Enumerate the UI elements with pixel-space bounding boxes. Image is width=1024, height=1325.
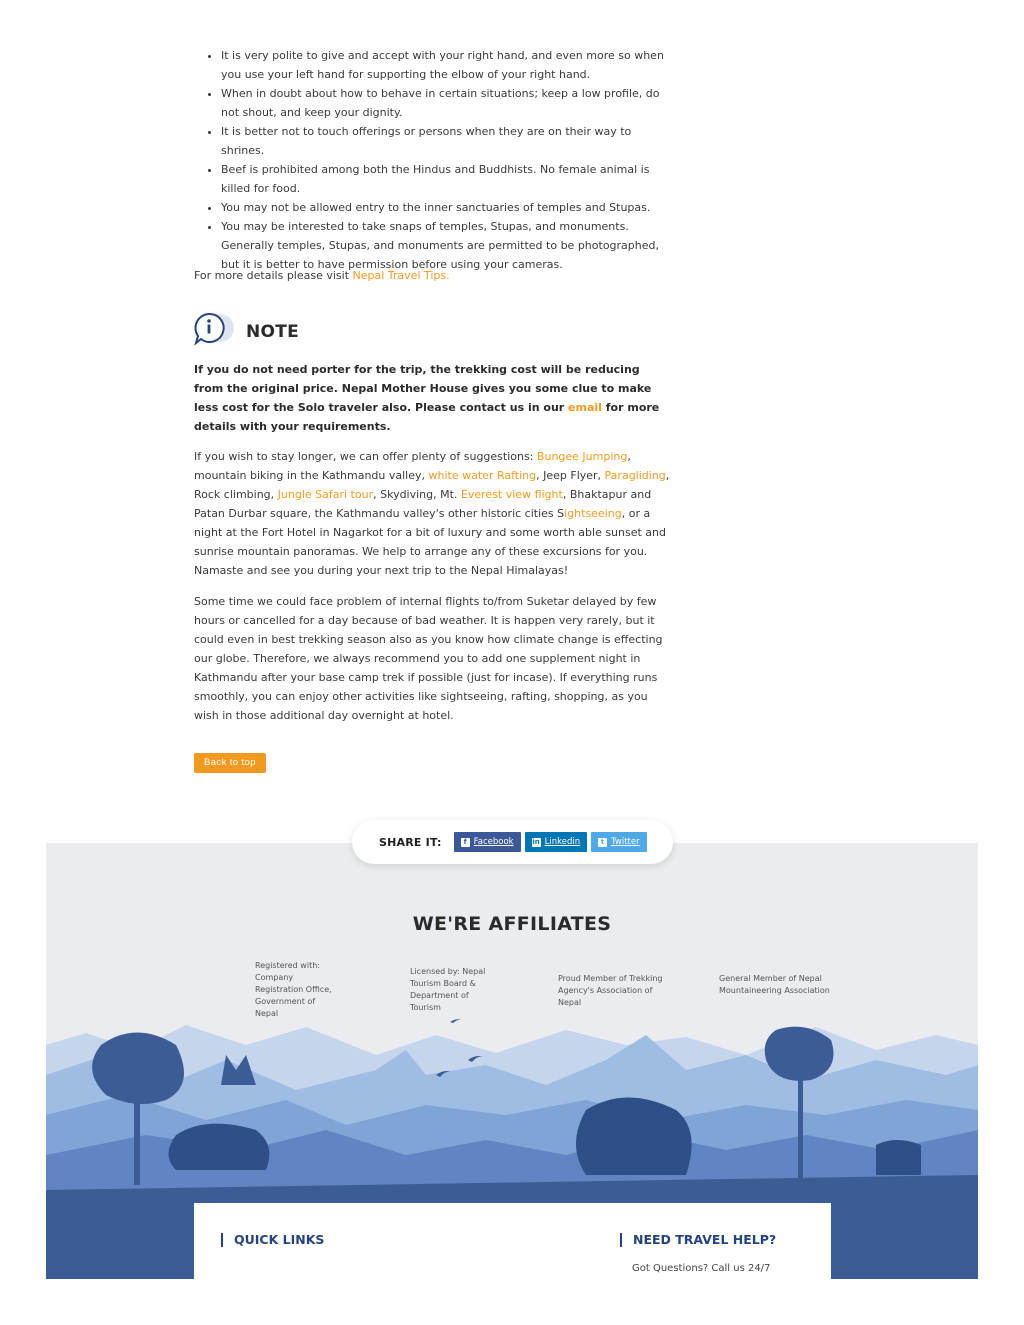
etiquette-list — [194, 46, 671, 274]
facebook-share-button[interactable] — [454, 832, 521, 852]
note-text-part2: for more details with your requirements. — [194, 401, 660, 433]
list-item: • You may not be allowed entry to the inner sanctuaries of temples and Stupas. — [221, 198, 671, 217]
paragliding-link[interactable]: Paragliding — [604, 469, 666, 482]
suggestions-text: , Bhaktapur and Patan Durbar square, the Kathmandu valley's other historic cities S — [194, 488, 652, 520]
suggestions-paragraph — [194, 447, 670, 580]
suggestions-text: , mountain biking in the Kathmandu valley, — [194, 450, 631, 482]
rafting-link[interactable]: white water Rafting — [428, 469, 537, 482]
jungle-safari-link[interactable]: Jungle Safari tour — [277, 488, 374, 501]
bungee-jumping-link[interactable]: Bungee Jumping — [536, 450, 628, 463]
share-label: SHARE IT: — [379, 835, 442, 849]
affiliate-item: Registered with: Company Registration Office, Government of Nepal — [255, 961, 332, 1018]
footer-links-card — [194, 1203, 831, 1279]
twitter-label: Twitter — [611, 837, 640, 847]
suggestions-text: If you wish to stay longer, we can offer plenty of suggestions: — [194, 450, 537, 463]
more-details-label: For more details please visit — [194, 269, 353, 282]
list-item: • When in doubt about how to behave in certain situations; keep a low profile, do not shout, and keep your dignity. — [221, 84, 671, 122]
linkedin-icon: in — [532, 837, 540, 846]
twitter-share-button[interactable] — [591, 832, 647, 852]
note-heading — [194, 312, 299, 352]
affiliates-title: WE'RE AFFILIATES — [412, 913, 612, 935]
list-item: • It is very polite to give and accept with your right hand, and even more so when you use your left hand for supporting the elbow of your right hand. — [221, 46, 671, 84]
sightseeing-link[interactable]: ightseeing — [564, 507, 622, 520]
affiliate-item: General Member of Nepal Mountaineering Association — [719, 974, 830, 995]
list-item: • You may be interested to take snaps of temples, Stupas, and monuments. Generally temples, Stupas, and monuments are permitted to be photographed, but it is better to have permission before using your cameras. — [221, 217, 671, 274]
share-bar — [352, 820, 673, 864]
nepal-travel-tips-link[interactable]: Nepal Travel Tips. — [352, 269, 450, 282]
suggestions-text: , or a night at the Fort Hotel in Nagarkot for a bit of luxury and some worth able sunset and sunrise mountain panoramas. We help to arrange any of these excursions for you. Namaste and see you during your next trip to the Nepal Himalayas! — [194, 507, 667, 577]
linkedin-share-button[interactable] — [525, 832, 587, 852]
note-text-part1: If you do not need porter for the trip, the trekking cost will be reducing from the original price. Nepal Mother House gives you some clue to make less cost for the Solo traveler also. Please contact us in our — [194, 363, 652, 414]
flights-paragraph: Some time we could face problem of internal flights to/from Suketar delayed by few hours or cancelled for a day because of bad weather. It is happen very rarely, but it could even in best trekking season also as you know how climate change is effecting our globe. Therefore, we always recommend you to add one supplement night in Kathmandu after your base camp trek if possible (just for incase). If everything runs smoothly, you can enjoy other activities like sightseeing, rafting, shopping, as you wish in those additional day overnight at hotel. — [194, 595, 663, 722]
suggestions-text: , Rock climbing, — [194, 469, 670, 501]
linkedin-label: Linkedin — [544, 837, 581, 847]
everest-flight-link[interactable]: Everest view flight — [460, 488, 563, 501]
quick-links-heading: QUICK LINKS — [221, 1233, 324, 1247]
list-item: • It is better not to touch offerings or persons when they are on their way to shrines. — [221, 122, 671, 160]
suggestions-text: , Jeep Flyer, — [536, 469, 605, 482]
email-link[interactable]: email — [568, 401, 602, 414]
facebook-label: Facebook — [473, 837, 514, 847]
affiliate-item: Proud Member of Trekking Agency's Association of Nepal — [558, 974, 663, 1007]
facebook-icon: f — [461, 838, 470, 847]
note-title: NOTE — [246, 321, 300, 342]
call-us-text: Got Questions? Call us 24/7 — [632, 1263, 771, 1274]
list-item: • Beef is prohibited among both the Hindus and Buddhists. No female animal is killed for food. — [221, 160, 671, 198]
travel-help-heading: NEED TRAVEL HELP? — [620, 1233, 776, 1247]
suggestions-text: , Skydiving, Mt. — [373, 488, 461, 501]
info-icon — [194, 312, 238, 352]
back-to-top-button[interactable]: Back to top — [194, 753, 266, 773]
affiliate-item: Licensed by: Nepal Tourism Board & Department of Tourism — [410, 967, 486, 1012]
more-details-text — [194, 266, 670, 285]
note-text — [194, 360, 670, 436]
twitter-icon: t — [598, 838, 607, 847]
